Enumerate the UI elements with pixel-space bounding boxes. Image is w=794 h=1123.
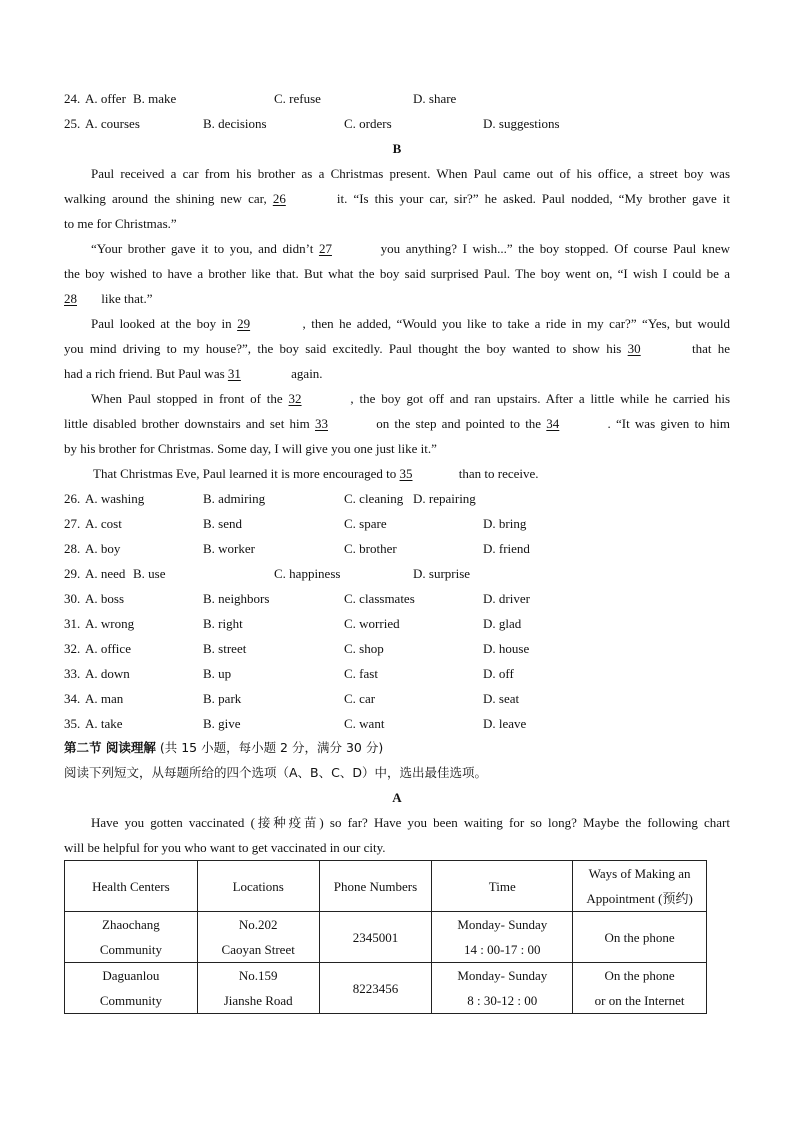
option-d: D. repairing xyxy=(413,491,476,506)
blank-30: 30 xyxy=(627,341,641,356)
option-b: B. right xyxy=(203,616,243,631)
option-a: A. wrong xyxy=(85,616,135,631)
blank-26: 26 xyxy=(272,191,286,206)
passage-b-line: walking around the shining new car, 26 it. “Is this your car, sir?” he asked. Paul nodded, “My brother gave it xyxy=(64,189,730,209)
option-d: D. off xyxy=(483,666,514,681)
option-b: B. give xyxy=(203,716,241,731)
option-b: B. admiring xyxy=(203,491,266,506)
option-c: C. shop xyxy=(344,641,384,656)
question-25 xyxy=(64,114,730,134)
question-number: 28. xyxy=(64,541,81,556)
question-number: 26. xyxy=(64,491,81,506)
question-number: 31. xyxy=(64,616,81,631)
question-24 xyxy=(64,89,730,109)
blank-27: 27 xyxy=(318,241,332,256)
option-a: A. boss xyxy=(85,591,125,606)
option-a: A. courses xyxy=(85,116,140,131)
question-row xyxy=(64,614,730,634)
option-d: D. leave xyxy=(483,716,527,731)
option-d: D. driver xyxy=(483,591,530,606)
option-d: D. suggestions xyxy=(483,116,560,131)
option-d: D. glad xyxy=(483,616,522,631)
question-number: 30. xyxy=(64,591,81,606)
passage-b-line: That Christmas Eve, Paul learned it is more encouraged to 35 than to receive. xyxy=(93,464,730,484)
option-c: C. cleaning xyxy=(344,491,404,506)
cell-location: No.159 Jianshe Road xyxy=(197,963,319,1014)
question-row xyxy=(64,564,730,584)
option-c: C. want xyxy=(344,716,385,731)
option-d: D. bring xyxy=(483,516,527,531)
table-row xyxy=(65,912,707,963)
question-number: 27. xyxy=(64,516,81,531)
passage-b-line: Paul looked at the boy in 29 , then he added, “Would you like to take a ride in my car?” “Yes, but would xyxy=(91,314,730,334)
option-a: A. man xyxy=(85,691,124,706)
cell-phone: 2345001 xyxy=(319,912,432,963)
question-number: 33. xyxy=(64,666,81,681)
header-ways: Ways of Making an Appointment (预约) xyxy=(573,861,707,912)
question-row xyxy=(64,689,730,709)
passage-b-line: little disabled brother downstairs and set him 33 on the step and pointed to the 34 . “It was given to him xyxy=(64,414,730,434)
option-d: D. friend xyxy=(483,541,530,556)
vaccination-table xyxy=(64,860,707,1014)
blank-32: 32 xyxy=(288,391,302,406)
option-b: B. up xyxy=(203,666,232,681)
question-number: 25. xyxy=(64,116,81,131)
option-c: C. car xyxy=(344,691,376,706)
passage-b-label: B xyxy=(392,141,402,156)
question-number: 29. xyxy=(64,566,81,581)
option-a: A. office xyxy=(85,641,131,656)
option-a: A. boy xyxy=(85,541,121,556)
option-c: C. fast xyxy=(344,666,378,681)
question-row xyxy=(64,664,730,684)
option-a: A. need xyxy=(85,566,126,581)
header-phone-numbers: Phone Numbers xyxy=(319,861,432,912)
option-a: A. take xyxy=(85,716,123,731)
option-c: C. brother xyxy=(344,541,397,556)
cell-location: No.202 Caoyan Street xyxy=(197,912,319,963)
section2-heading xyxy=(64,738,730,758)
passage-b-line: by his brother for Christmas. Some day, I will give you one just like it.” xyxy=(64,441,437,456)
option-c: C. worried xyxy=(344,616,400,631)
passage-b-line: the boy wished to have a brother like that. But what the boy said surprised Paul. The boy went on, “I wish I could be a xyxy=(64,266,730,281)
question-row xyxy=(64,714,730,734)
question-number: 34. xyxy=(64,691,81,706)
question-row xyxy=(64,589,730,609)
option-a: A. washing xyxy=(85,491,145,506)
question-number: 35. xyxy=(64,716,81,731)
question-number: 24. xyxy=(64,91,81,106)
passage-b-line: to me for Christmas.” xyxy=(64,216,177,231)
option-c: C. refuse xyxy=(274,91,321,106)
table-row xyxy=(65,963,707,1014)
passage-b-line: When Paul stopped in front of the 32 , the boy got off and ran upstairs. After a little while he carried his xyxy=(91,389,730,409)
option-b: B. park xyxy=(203,691,242,706)
blank-29: 29 xyxy=(237,316,251,331)
cell-center: Daguanlou Community xyxy=(65,963,198,1014)
option-b: B. make xyxy=(133,91,177,106)
option-a: A. offer xyxy=(85,91,126,106)
question-number: 32. xyxy=(64,641,81,656)
passage-b-line: you mind driving to my house?”, the boy said excitedly. Paul thought the boy wanted to show his 30 that he xyxy=(64,339,730,359)
blank-33: 33 xyxy=(314,416,328,431)
cell-center: Zhaochang Community xyxy=(65,912,198,963)
option-b: B. worker xyxy=(203,541,255,556)
option-b: B. street xyxy=(203,641,247,656)
passage-a-line: will be helpful for you who want to get vaccinated in our city. xyxy=(64,840,386,855)
option-d: D. seat xyxy=(483,691,520,706)
option-c: C. orders xyxy=(344,116,392,131)
header-health-centers: Health Centers xyxy=(65,861,198,912)
passage-a-line: Have you gotten vaccinated (接种疫苗) so far? Have you been waiting for so long? Maybe the following chart xyxy=(91,815,730,830)
passage-a-label: A xyxy=(392,790,402,805)
question-row xyxy=(64,639,730,659)
section2-instruction: 阅读下列短文，从每题所给的四个选项（A、B、C、D）中，选出最佳选项。 xyxy=(64,765,487,780)
option-d: D. share xyxy=(413,91,457,106)
question-row xyxy=(64,489,730,509)
passage-b-line: Paul received a car from his brother as a Christmas present. When Paul came out of his office, a street boy was xyxy=(91,166,730,181)
option-c: C. classmates xyxy=(344,591,415,606)
option-b: B. decisions xyxy=(203,116,267,131)
option-b: B. neighbors xyxy=(203,591,270,606)
cell-phone: 8223456 xyxy=(319,963,432,1014)
cell-ways: On the phone xyxy=(573,912,707,963)
section2-note: (共 15 小题，每小题 2 分，满分 30 分) xyxy=(159,740,384,755)
option-a: A. down xyxy=(85,666,130,681)
option-d: D. house xyxy=(483,641,530,656)
option-b: B. send xyxy=(203,516,242,531)
passage-b-line: had a rich friend. But Paul was 31 again. xyxy=(64,364,730,384)
header-locations: Locations xyxy=(197,861,319,912)
option-d: D. surprise xyxy=(413,566,471,581)
passage-b-line: 28 like that.” xyxy=(64,289,730,309)
blank-35: 35 xyxy=(399,466,413,481)
passage-b-line: “Your brother gave it to you, and didn’t 27 you anything? I wish...” the boy stopped. Of course Paul knew xyxy=(91,239,730,259)
option-b: B. use xyxy=(133,566,166,581)
cell-time: Monday- Sunday 14 : 00-17 : 00 xyxy=(432,912,573,963)
blank-31: 31 xyxy=(227,366,241,381)
blank-34: 34 xyxy=(546,416,560,431)
section2-title: 第二节 阅读理解 xyxy=(64,740,156,755)
question-row xyxy=(64,539,730,559)
option-a: A. cost xyxy=(85,516,122,531)
table-header-row xyxy=(65,861,707,912)
cell-ways: On the phone or on the Internet xyxy=(573,963,707,1014)
option-c: C. spare xyxy=(344,516,387,531)
cell-time: Monday- Sunday 8 : 30-12 : 00 xyxy=(432,963,573,1014)
question-row xyxy=(64,514,730,534)
option-c: C. happiness xyxy=(274,566,341,581)
blank-28: 28 xyxy=(64,291,77,306)
header-time: Time xyxy=(432,861,573,912)
